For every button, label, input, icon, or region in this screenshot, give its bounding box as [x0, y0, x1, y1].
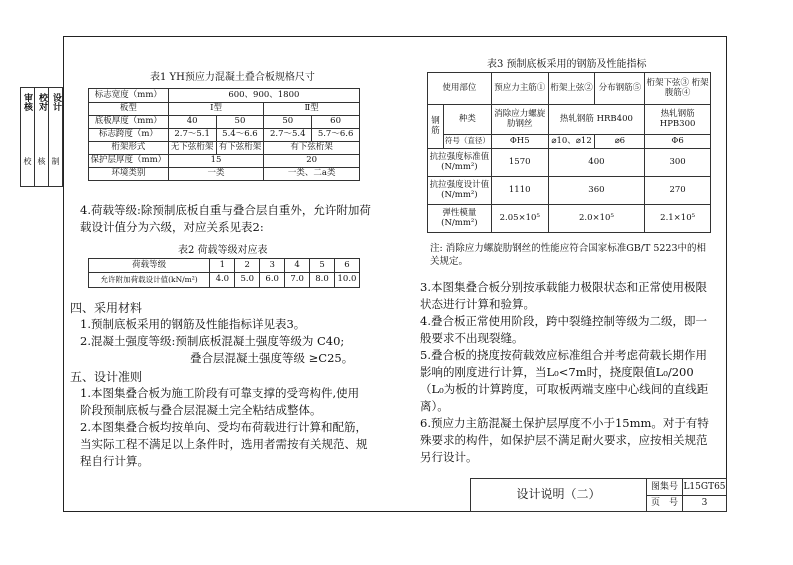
cell: 1: [210, 259, 235, 273]
cell: 6: [334, 259, 359, 273]
cell: 4: [285, 259, 310, 273]
signature-sidebar: [20, 87, 63, 187]
cell: 2.7～5.4: [264, 129, 312, 142]
atlas-number: L15GT65: [683, 479, 727, 496]
cell: 板型: [89, 103, 169, 116]
right-item6: 6.预应力主筋混凝土保护层厚度不小于15mm。对于有特殊要求的构件，如保护层不满足耐火要求，应按相关规范另行设计。: [420, 416, 709, 464]
right-item5: 5.叠合板的挠度按荷载效应标准组合并考虑荷载长期作用影响的刚度进行计算，当L₀<7m时，挠度限值L₀/200（L₀为板的计算跨度，可取板两端支座中心线间的直线距离）。: [420, 348, 709, 413]
section4-item2b: 叠合层混凝土强度等级 ≥C25。: [190, 351, 354, 365]
section4-item1: 1.预制底板采用的钢筋及性能指标详见表3。: [80, 317, 306, 331]
cell: 5.0: [235, 273, 260, 288]
atlas-label: 图集号: [647, 479, 683, 496]
cell: 符号（直径）: [443, 135, 491, 149]
cell: 5: [310, 259, 335, 273]
cell: 4.0: [210, 273, 235, 288]
sidebar-label-2: 核: [37, 157, 46, 165]
cell: 50: [216, 116, 264, 129]
cell: Ⅰ型: [168, 103, 264, 116]
cell: 20: [264, 155, 360, 168]
cell: 有下弦桁架: [216, 142, 264, 155]
cell: 抗拉强度标准值(N/mm²): [428, 149, 492, 177]
cell: 使用部位: [428, 73, 492, 105]
signature-stamp-3: 设计: [51, 93, 61, 111]
cell: 270: [645, 177, 711, 205]
cell: 8.0: [310, 273, 335, 288]
cell: 300: [645, 149, 711, 177]
cell: 2: [235, 259, 260, 273]
right-item3: 3.本图集叠合板分别按承载能力极限状态和正常使用极限状态进行计算和验算。: [420, 280, 707, 311]
cell: 抗拉强度设计值(N/mm²): [428, 177, 492, 205]
table3: [427, 72, 711, 233]
cell: 预应力主筋①: [491, 73, 548, 105]
cell: 种类: [443, 105, 491, 135]
cell: 50: [264, 116, 312, 129]
cell: 60: [312, 116, 360, 129]
cell: 桁架形式: [89, 142, 169, 155]
cell: 无下弦桁架: [168, 142, 216, 155]
table3-caption: 表3 预制底板采用的钢筋及性能指标: [487, 59, 647, 70]
cell: 一类: [168, 168, 264, 181]
cell: 3: [260, 259, 285, 273]
cell: 允许附加荷载设计值(kN/m²): [89, 273, 210, 288]
cell: 分布钢筋⑤: [595, 73, 645, 105]
cell: 600、900、1800: [168, 89, 359, 103]
cell: ⌀6: [595, 135, 645, 149]
page-label: 页 号: [647, 496, 683, 512]
cell: 1570: [491, 149, 548, 177]
section5-title: 五、设计准则: [70, 370, 143, 384]
signature-stamp-1: 审核: [22, 93, 32, 111]
cell: 桁架上弦②: [548, 73, 595, 105]
title-block: [470, 478, 727, 512]
right-item4: 4.叠合板正常使用阶段，跨中裂缝控制等级为二级，即一般要求不出现裂缝。: [420, 314, 707, 345]
cell: 5.7～6.6: [312, 129, 360, 142]
cell: 弹性模量(N/mm²): [428, 205, 492, 233]
section4-item2a: 2.混凝土强度等级:预制底板混凝土强度等级为 C40;: [80, 334, 345, 348]
cell: Ⅱ型: [264, 103, 360, 116]
cell: 15: [168, 155, 264, 168]
signature-stamp-2: 校对: [37, 93, 47, 111]
page-number: 3: [683, 496, 727, 512]
cell: Φ6: [645, 135, 711, 149]
cell: 钢筋: [428, 105, 444, 149]
cell: ⌀10、⌀12: [548, 135, 595, 149]
cell: 一类、二a类: [264, 168, 360, 181]
load-level-text: 4.荷载等级:除预制底板自重与叠合层自重外，允许附加荷载设计值分为六级，对应关系见表2:: [80, 203, 371, 234]
cell: 6.0: [260, 273, 285, 288]
cell: 1110: [491, 177, 548, 205]
table3-note: 注: 消除应力螺旋肋钢丝的性能应符合国家标准GB/T 5223中的相关规定。: [430, 243, 707, 267]
table2: [88, 258, 360, 288]
table1-caption: 表1 YH预应力混凝土叠合板规格尺寸: [150, 72, 315, 83]
cell: 荷载等级: [89, 259, 210, 273]
cell: 360: [548, 177, 645, 205]
table2-caption: 表2 荷载等级对应表: [178, 245, 268, 256]
cell: 5.4～6.6: [216, 129, 264, 142]
cell: 标志宽度（mm）: [89, 89, 169, 103]
cell: 消除应力螺旋肋钢丝: [491, 105, 548, 135]
cell: 底板厚度（mm）: [89, 116, 169, 129]
cell: 10.0: [334, 273, 359, 288]
cell: 2.7～5.1: [168, 129, 216, 142]
cell: 有下弦桁架: [264, 142, 360, 155]
sidebar-label-1: 校: [23, 157, 32, 165]
cell: ΦH5: [491, 135, 548, 149]
cell: 40: [168, 116, 216, 129]
section5-item1: 1.本图集叠合板为施工阶段有可靠支撑的受弯构件,使用阶段预制底板与叠合层混凝土完全粘结成整体。: [80, 386, 360, 417]
cell: 2.05×10⁵: [491, 205, 548, 233]
cell: 热轧钢筋 HRB400: [548, 105, 645, 135]
cell: 400: [548, 149, 645, 177]
cell: 2.1×10⁵: [645, 205, 711, 233]
cell: 2.0×10⁵: [548, 205, 645, 233]
cell: 桁架下弦③ 桁架腹筋④: [645, 73, 711, 105]
table1: [88, 88, 360, 181]
section5-item2: 2.本图集叠合板均按单向、受均布荷载进行计算和配筋，当实际工程不满足以上条件时，选用者需按有关规范、规程自行计算。: [80, 420, 368, 468]
sidebar-label-3: 制: [51, 157, 60, 165]
section4-title: 四、采用材料: [70, 301, 143, 315]
drawing-title: 设计说明（二）: [471, 479, 647, 512]
cell: 保护层厚度（mm）: [89, 155, 169, 168]
cell: 热轧钢筋 HPB300: [645, 105, 711, 135]
cell: 7.0: [285, 273, 310, 288]
cell: 标志跨度（m）: [89, 129, 169, 142]
cell: 环境类别: [89, 168, 169, 181]
